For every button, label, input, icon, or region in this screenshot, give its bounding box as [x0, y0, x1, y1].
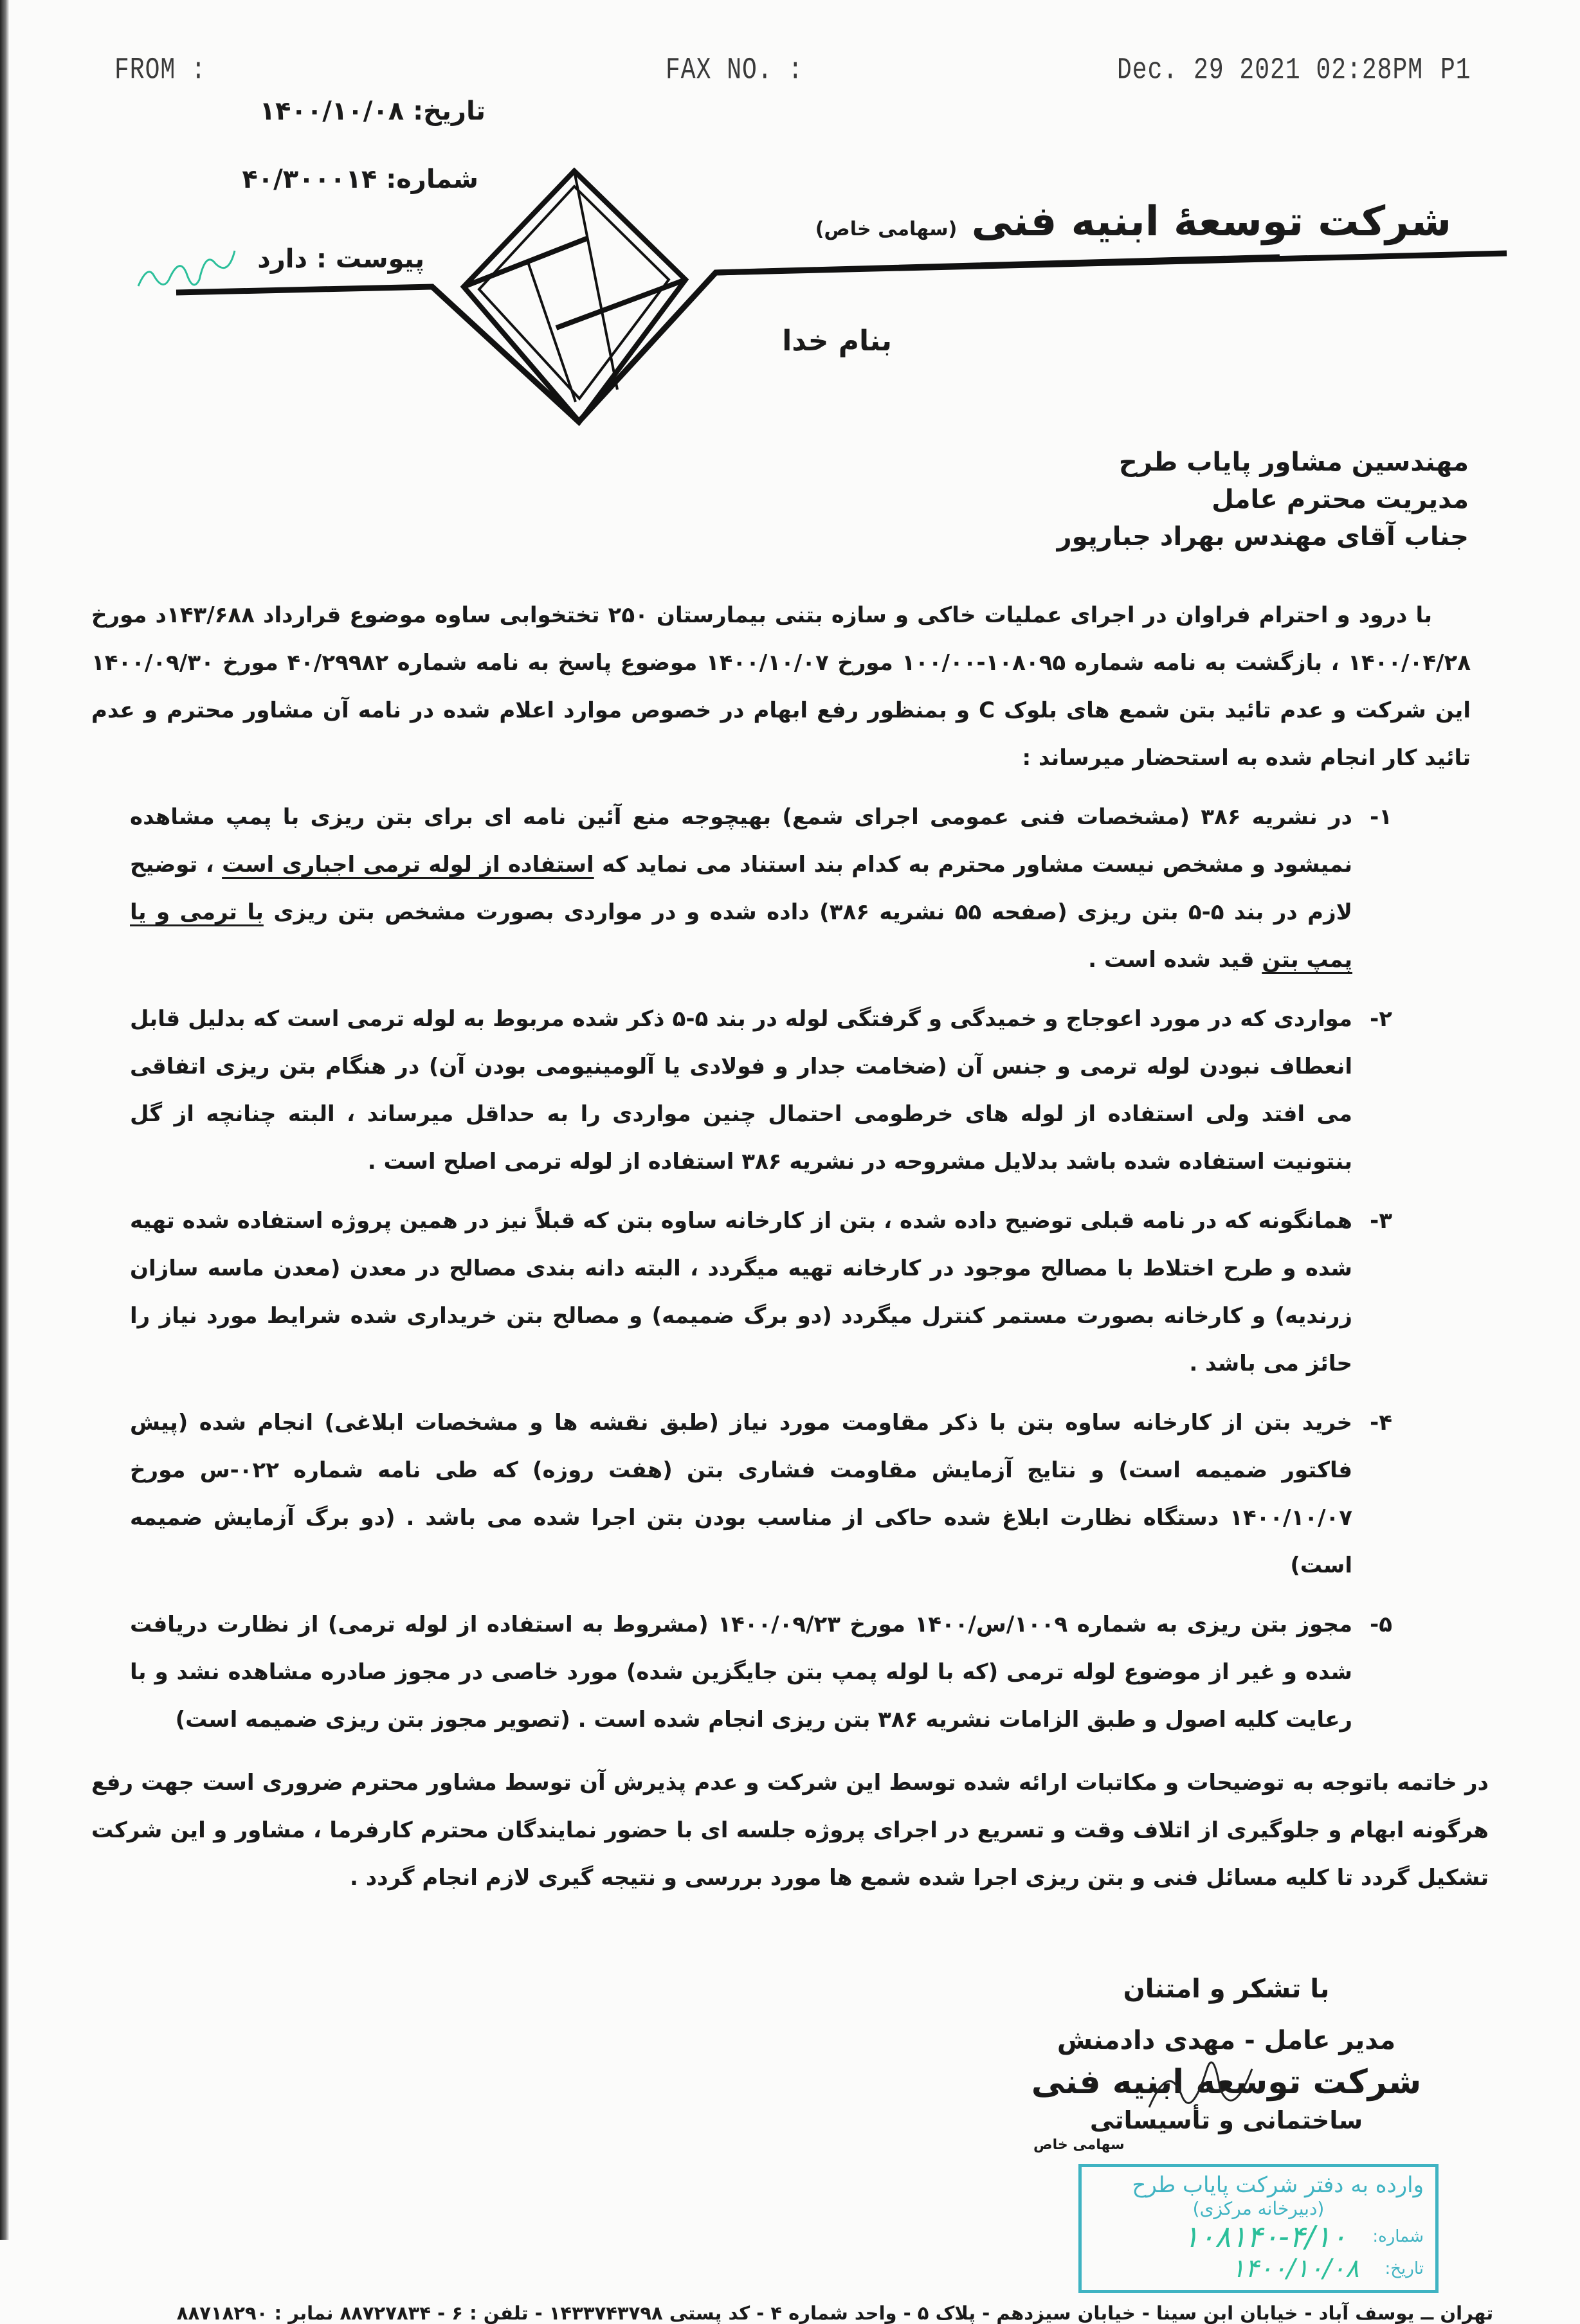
item-5 — [91, 1601, 1392, 1743]
intro-paragraph: با درود و احترام فراوان در اجرای عملیات خاکی و سازه بتنی بیمارستان ۲۵۰ تختخوابی ساوه موضوع قرارداد ۱۴۳/۶۸۸د مورخ ۱۴۰۰/۰۴/۲۸ ، بازگشت به نامه شماره ۱۰۸۰۹۵-۱۰۰/۰۰ مورخ ۱۴۰۰/۱۰/۰۷ موضوع پاسخ به نامه شماره ۴۰/۲۹۹۸۲ مورخ ۱۴۰۰/۰۹/۳۰ این شرکت و عدم تائید بتن شمع های بلوک C و بمنظور رفع ابهام در خصوص موارد اعلام شده در نامه آن مشاور محترم و عدم تائید کار انجام شده به استحضار میرساند : — [91, 602, 1471, 771]
receipt-stamp — [1078, 2164, 1439, 2293]
letter-attachment: پیوست : دارد — [257, 244, 424, 274]
stamp-number-value: ۱۰۸۱۴۰-۴/۱۰ — [1183, 2219, 1347, 2254]
company-seal-type: سهامی خاص — [1033, 2136, 1125, 2153]
item-4-text: خرید بتن از کارخانه ساوه بتن با ذکر مقاومت مورد نیاز (طبق نقشه ها و مشخصات ابلاغی) انجام شده (پیش فاکتور ضمیمه است) و نتایج آزمایش مقاومت فشاری بتن (هفت روزه) که طی نامه شماره ۰۲۲-س مورخ ۱۴۰۰/۱۰/۰۷ دستگاه نظارت ابلاغ شده حاکی از مناسب بودن بتن اجرا شده می باشد . (دو برگ آزمایش ضمیمه است) — [130, 1410, 1352, 1578]
item-text-underlined: استفاده از لوله ترمی اجباری است — [222, 852, 594, 878]
stamp-subtitle: (دبیرخانه مرکزی) — [1192, 2197, 1325, 2219]
stamp-title: وارده به دفتر شرکت پایاب طرح — [1132, 2172, 1424, 2198]
item-2 — [91, 995, 1392, 1185]
item-text: قید شده است . — [1088, 947, 1262, 973]
item-1 — [91, 793, 1392, 984]
letter-body — [91, 591, 1494, 2324]
company-seal-name: شرکت توسعه ابنیه فنی — [1031, 2063, 1422, 2102]
stamp-date-row — [1093, 2254, 1424, 2283]
fax-page: P1 — [1440, 53, 1471, 88]
letter-number: شماره: ۴۰/۳۰۰۰۱۴ — [242, 165, 478, 194]
stamp-number-label: شماره: — [1372, 2226, 1424, 2246]
company-type: (سهامی خاص) — [815, 218, 958, 240]
addressee-line: جناب آقای مهندس بهراد جبارپور — [1057, 522, 1469, 552]
company-seal-subtitle: ساختمانی و تأسیساتی — [1089, 2105, 1363, 2134]
fax-from: FROM : — [114, 53, 206, 88]
item-3 — [91, 1197, 1392, 1387]
item-text: در نشریه ۳۸۶ (مشخصات فنی عمومی اجرای شمع) بهیچوجه منع آئین نامه ای برای بتن ریزی با پمپ مشاهده نمیشود و مشخص نیست مشاور محترم به کدام بند استناد می نماید که — [130, 804, 1352, 878]
invocation: بنام خدا — [782, 325, 892, 357]
item-number: ۴- — [1370, 1410, 1392, 1436]
stamp-number-row — [1093, 2219, 1424, 2254]
closing-thanks: با تشکر و امتنان — [1123, 1974, 1330, 2004]
item-text: ، توضیح لازم در بند ۵-۵ بتن ریزی (صفحه ۵۵ نشریه ۳۸۶) داده شده و در مواردی بصورت مشخص بتن ریزی — [130, 852, 1352, 925]
item-4 — [91, 1399, 1392, 1589]
item-number: ۲- — [1370, 1006, 1392, 1032]
item-1-text — [130, 793, 1352, 984]
item-2-text: مواردی که در مورد اعوجاج و خمیدگی و گرفتگی لوله در بند ۵-۵ ذکر شده مربوط به لوله ترمی است که بدلیل قابل انعطاف نبودن لوله ترمی و جنس آن (ضخامت جدار و فولادی یا آلومینیومی بودن آن) در هنگام بتن ریزی اتفاقی می افتد ولی استفاده از لوله های خرطومی احتمال چنین مواردی را به حداقل میرساند ، البته چنانچه از گل بنتونیت استفاده شده باشد بدلایل مشروحه در نشریه ۳۸۶ استفاده از لوله ترمی اصلح است . — [130, 1006, 1352, 1175]
addressee — [1057, 444, 1469, 555]
conclusion-paragraph: در خاتمه باتوجه به توضیحات و مکاتبات ارائه شده توسط این شرکت و عدم پذیرش آن توسط مشاور محترم ضروری است جهت رفع هرگونه ابهام و جلوگیری از اتلاف وقت و تسریع در اجرای پروژه جلسه ای با حضور نمایندگان محترم کارفرما ، مشاور و این شرکت تشکیل گردد تا کلیه مسائل فنی و بتن ریزی اجرا شده شمع ها مورد بررسی و نتیجه گیری لازم انجام گردد . — [91, 1770, 1489, 1891]
letter-date: تاریخ: ۱۴۰۰/۱۰/۰۸ — [259, 96, 486, 126]
closing-block — [976, 1972, 1477, 2155]
item-number: ۵- — [1370, 1612, 1392, 1637]
fax-number: FAX NO. : — [666, 53, 804, 88]
item-3-text: همانگونه که در نامه قبلی توضیح داده شده ، بتن از کارخانه ساوه بتن که قبلاً نیز در همین پروژه استفاده شده تهیه شده و طرح اختلاط با مصالح موجود در کارخانه تهیه میگردد ، البته دانه بندی مصالح در معدن (معدن ماسه سازان زرندیه) و کارخانه بصورت مستمر کنترل میگردد (دو برگ ضمیمه) و مصالح بتن خریداری شده شرایط مورد نیاز را حائز می باشد . — [130, 1208, 1352, 1376]
footer-address: تهران ــ یوسف آباد - خیابان ابن سینا - خیابان سیزدهم - پلاک ۵ - واحد شماره ۴ - کد پستی ۱۴۳۳۷۴۳۷۹۸ - تلفن : ۶ - ۸۸۷۲۷۸۳۴ نمابر : ۸۸۷۱۸۲۹۰ — [176, 2301, 1494, 2324]
addressee-line: مدیریت محترم عامل — [1212, 485, 1469, 514]
fax-timestamp: Dec. 29 2021 02:28PM — [1117, 53, 1424, 88]
item-number: ۱- — [1370, 804, 1392, 830]
item-number: ۳- — [1370, 1208, 1392, 1234]
item-5-text: مجوز بتن ریزی به شماره ۱۰۰۹/س/۱۴۰۰ مورخ ۱۴۰۰/۰۹/۲۳ (مشروط به استفاده از لوله ترمی) از نظارت دریافت شده و غیر از موضوع لوله ترمی (که با لوله پمپ بتن جایگزین شده) مورد خاصی در مجوز صادره مشاهده نشد و با رعایت کلیه اصول و طبق الزامات نشریه ۳۸۶ بتن ریزی انجام شده است . (تصویر مجوز بتن ریزی ضمیمه است) — [130, 1612, 1352, 1733]
item-text-underlined: با ترمی و یا پمپ بتن — [130, 899, 1352, 973]
stamp-date-value: ۱۴۰۰/۱۰/۰۸ — [1231, 2253, 1359, 2283]
signature — [1136, 2049, 1265, 2127]
signer-name: مدیر عامل - مهدی دادمنش — [1057, 2026, 1396, 2055]
company-name — [815, 198, 1451, 246]
company-name-text: شرکت توسعهٔ ابنیه فنی — [971, 198, 1451, 246]
addressee-line: مهندسین مشاور پایاب طرح — [1118, 447, 1469, 477]
stamp-date-label: تاریخ: — [1385, 2258, 1424, 2278]
